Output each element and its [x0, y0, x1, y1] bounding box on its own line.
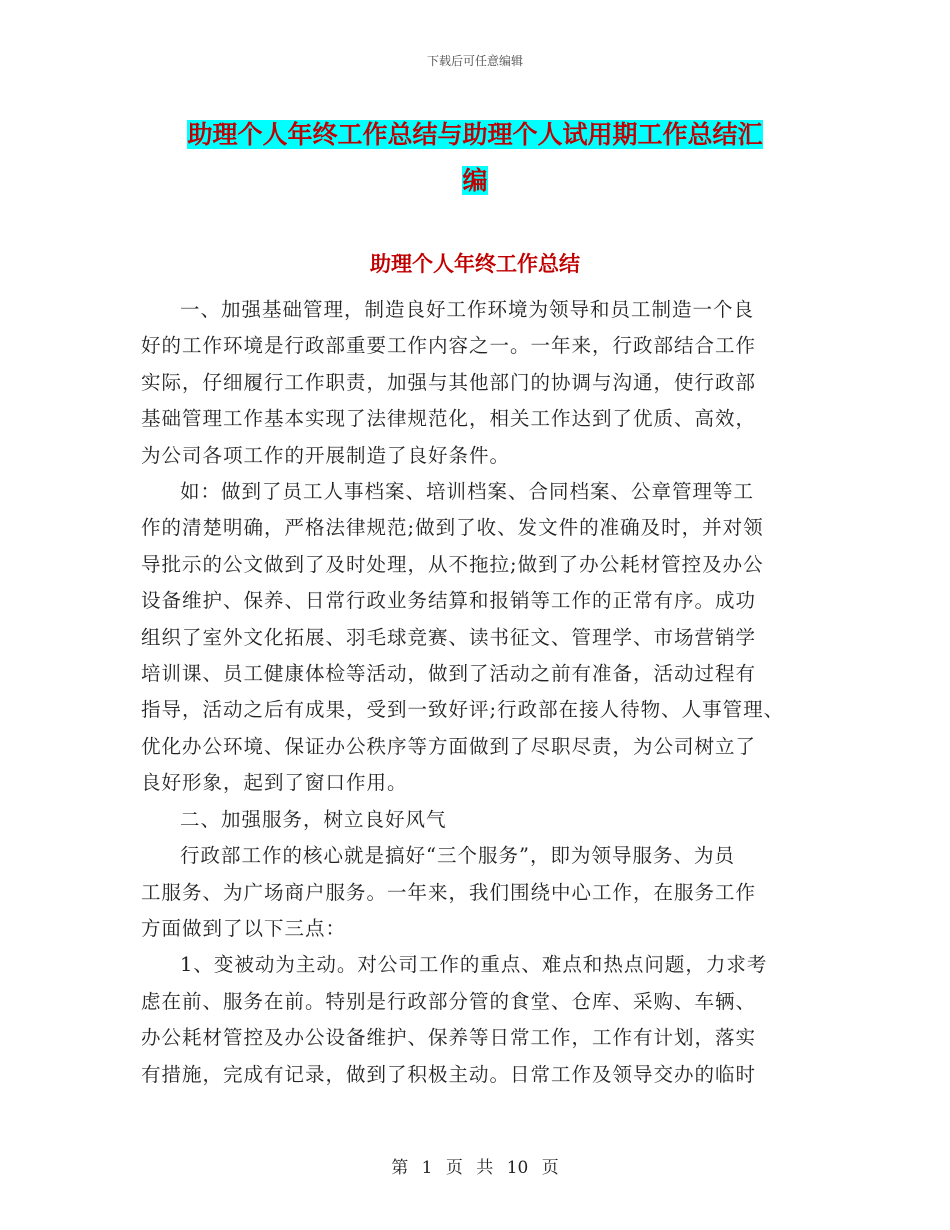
paragraph-4: [141, 838, 816, 947]
paragraph-1: [141, 292, 816, 474]
footer-total-suffix: 页: [541, 1158, 559, 1178]
paragraph-line: 1、变被动为主动。对公司工作的重点、难点和热点问题，力求考: [180, 953, 768, 977]
footer-page-suffix: 页: [445, 1158, 463, 1178]
document-body: [141, 292, 816, 1093]
paragraph-line: 设备维护、保养、日常行政业务结算和报销等工作的正常有序。成功: [141, 589, 757, 613]
paragraph-line: 培训课、员工健康体检等活动，做到了活动之前有准备，活动过程有: [141, 662, 757, 686]
paragraph-line: 优化办公环境、保证办公秩序等方面做到了尽职尽责，为公司树立了: [141, 734, 757, 758]
paragraph-line: 有措施，完成有记录，做到了积极主动。日常工作及领导交办的临时: [141, 1062, 757, 1086]
paragraph-line: 作的清楚明确，严格法律规范;做到了收、发文件的准确及时，并对领: [141, 516, 764, 540]
footer-total-number: 10: [506, 1158, 529, 1178]
footer-page-number: 1: [421, 1158, 433, 1178]
paragraph-line: 导批示的公文做到了及时处理，从不拖拉;做到了办公耗材管控及办公: [141, 552, 764, 576]
paragraph-line: 行政部工作的核心就是搞好“三个服务”，即为领导服务、为员: [180, 844, 735, 868]
paragraph-line: 好的工作环境是行政部重要工作内容之一。一年来，行政部结合工作: [141, 334, 757, 358]
document-title: [140, 112, 810, 204]
paragraph-line: 实际，仔细履行工作职责，加强与其他部门的协调与沟通，使行政部: [141, 370, 757, 394]
section-title: 助理个人年终工作总结: [370, 252, 580, 276]
paragraph-3-heading: [141, 802, 816, 838]
paragraph-line: 虑在前、服务在前。特别是行政部分管的食堂、仓库、采购、车辆、: [141, 989, 757, 1013]
page-footer: [0, 1153, 950, 1178]
paragraph-line: 方面做到了以下三点：: [141, 916, 347, 940]
paragraph-5: [141, 947, 816, 1093]
paragraph-line: 办公耗材管控及办公设备维护、保养等日常工作，工作有计划，落实: [141, 1026, 757, 1050]
paragraph-2: [141, 474, 816, 802]
paragraph-line: 指导，活动之后有成果，受到一致好评;行政部在接人待物、人事管理、: [141, 698, 785, 722]
paragraph-line: 为公司各项工作的开展制造了良好条件。: [141, 443, 511, 467]
footer-total-label: 共: [476, 1158, 494, 1178]
document-title-line-1: 助理个人年终工作总结与助理个人试用期工作总结汇: [187, 120, 763, 149]
paragraph-line: 二、加强服务，树立良好风气: [180, 807, 447, 831]
paragraph-line: 组织了室外文化拓展、羽毛球竞赛、读书征文、管理学、市场营销学: [141, 625, 757, 649]
paragraph-line: 基础管理工作基本实现了法律规范化，相关工作达到了优质、高效，: [141, 407, 757, 431]
paragraph-line: 一、加强基础管理，制造良好工作环境为领导和员工制造一个良: [180, 298, 755, 321]
page-header-note: 下载后可任意编辑: [426, 54, 523, 68]
footer-page-label: 第: [391, 1158, 409, 1178]
paragraph-line: 工服务、为广场商户服务。一年来，我们围绕中心工作，在服务工作: [141, 880, 757, 904]
paragraph-line: 如：做到了员工人事档案、培训档案、合同档案、公章管理等工: [180, 480, 755, 504]
paragraph-line: 良好形象，起到了窗口作用。: [141, 771, 408, 795]
document-title-line-2: 编: [462, 166, 488, 195]
